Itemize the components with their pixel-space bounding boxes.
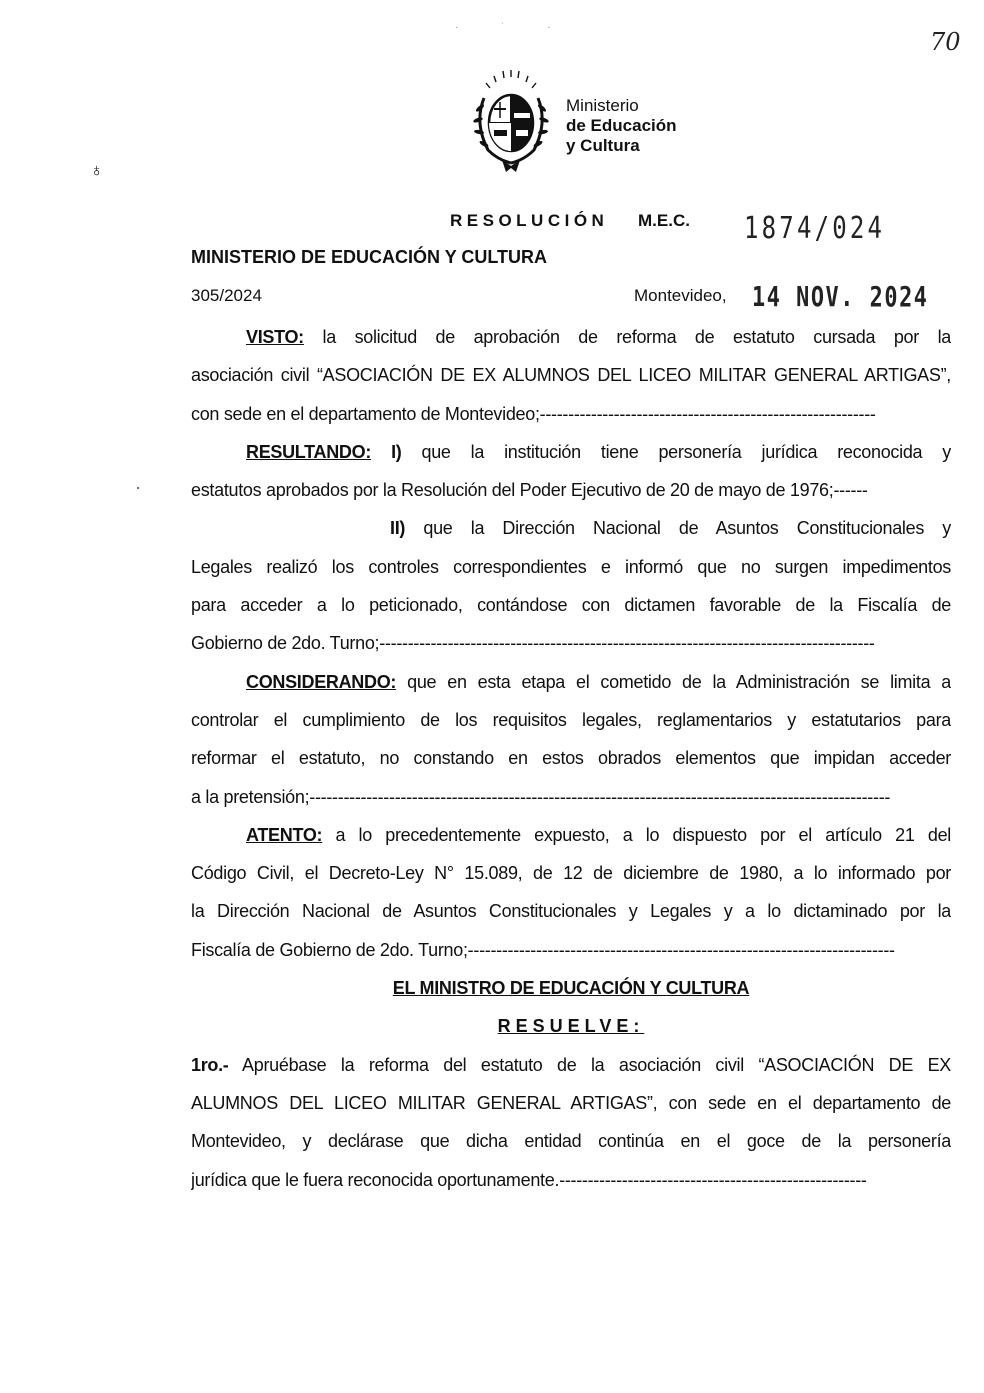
atento-line-3: la Dirección Nacional de Asuntos Constitucionales y Legales y a lo dictaminado por la (191, 901, 951, 922)
ministry-brand (566, 96, 677, 156)
resolution-number-stamp: 1874/024 (744, 211, 886, 246)
resuelve-heading: RESUELVE: (497, 1016, 645, 1037)
resolution-org-abbrev: M.E.C. (638, 211, 690, 230)
place-label: Montevideo, (634, 286, 727, 305)
resultando-ii-line-1: II) que la Dirección Nacional de Asuntos Constitucionales y (390, 518, 951, 539)
scan-noise-marks: · ˙ · (455, 22, 571, 33)
visto-line-1: VISTO: la solicitud de aprobación de reforma de estatuto cursada por la (246, 327, 951, 347)
considerando-line-3: reformar el estatuto, no constando en estos obrados elementos que impidan acceder (191, 748, 951, 769)
considerando-line-1: CONSIDERANDO: que en esta etapa el cometido de la Administración se limita a (246, 671, 951, 692)
resultando-line-1: RESULTANDO: I) que la institución tiene personería jurídica reconocida y (246, 441, 951, 462)
resultando-label: RESULTANDO: (246, 441, 372, 462)
visto-line-3: con sede en el departamento de Montevideo;----------------------------------------------------------- (191, 403, 876, 424)
considerando-line-2: controlar el cumplimiento de los requisitos legales, reglamentarios y estatutarios para (191, 709, 951, 730)
atento-line-2: Código Civil, el Decreto-Ley N° 15.089, de 12 de diciembre de 1980, a lo informado por (191, 863, 951, 884)
articulo1-line-3: Montevideo, y declárase que dicha entidad continúa en el goce de la personería (191, 1131, 951, 1152)
date-stamp: 14 NOV. 2024 (752, 280, 929, 313)
considerando-label: CONSIDERANDO: (246, 671, 397, 692)
articulo1-label: 1ro.- (191, 1054, 229, 1075)
articulo1-line-4: jurídica que le fuera reconocida oportunamente.------------------------------------------------------ (191, 1169, 867, 1190)
resolution-body (191, 318, 951, 1199)
resultando-ii-line-2: Legales realizó los controles correspondientes e informó que no surgen impedimentos (191, 556, 951, 577)
brand-line-3: y Cultura (566, 136, 640, 155)
margin-mark-icon: ♁ (90, 160, 104, 180)
ministry-heading: MINISTERIO DE EDUCACIÓN Y CULTURA (191, 247, 548, 267)
visto-line-2: asociación civil “ASOCIACIÓN DE EX ALUMNOS DEL LICEO MILITAR GENERAL ARTIGAS”, (191, 365, 951, 386)
brand-line-2: de Educación (566, 116, 677, 135)
resultando-line-2: estatutos aprobados por la Resolución del Poder Ejecutivo de 20 de mayo de 1976;------ (191, 480, 868, 501)
articulo1-line-2: ALUMNOS DEL LICEO MILITAR GENERAL ARTIGAS”, con sede en el departamento de (191, 1092, 951, 1113)
atento-line-4: Fiscalía de Gobierno de 2do. Turno;--------------------------------------------------------------------------- (191, 939, 895, 960)
atento-line-1: ATENTO: a lo precedentemente expuesto, a lo dispuesto por el artículo 21 del (246, 824, 951, 845)
visto-label: VISTO: (246, 327, 304, 347)
resolution-title: RESOLUCIÓN (450, 211, 609, 230)
margin-dot (137, 487, 139, 489)
brand-line-1: Ministerio (566, 96, 639, 115)
atento-label: ATENTO: (246, 824, 323, 845)
handwritten-page-number: 70 (930, 28, 961, 56)
expediente-number: 305/2024 (191, 286, 262, 305)
coat-of-arms-icon (466, 68, 556, 178)
considerando-line-4: a la pretensión;------------------------------------------------------------------------------------------------------ (191, 786, 891, 807)
resultando-ii-line-4: Gobierno de 2do. Turno;--------------------------------------------------------------------------------------- (191, 633, 875, 654)
resultando-ii-line-3: para acceder a lo peticionado, contándose con dictamen favorable de la Fiscalía de (191, 595, 951, 616)
minister-heading: EL MINISTRO DE EDUCACIÓN Y CULTURA (392, 978, 750, 999)
articulo1-line-1: 1ro.- Apruébase la reforma del estatuto de la asociación civil “ASOCIACIÓN DE EX (191, 1054, 951, 1075)
